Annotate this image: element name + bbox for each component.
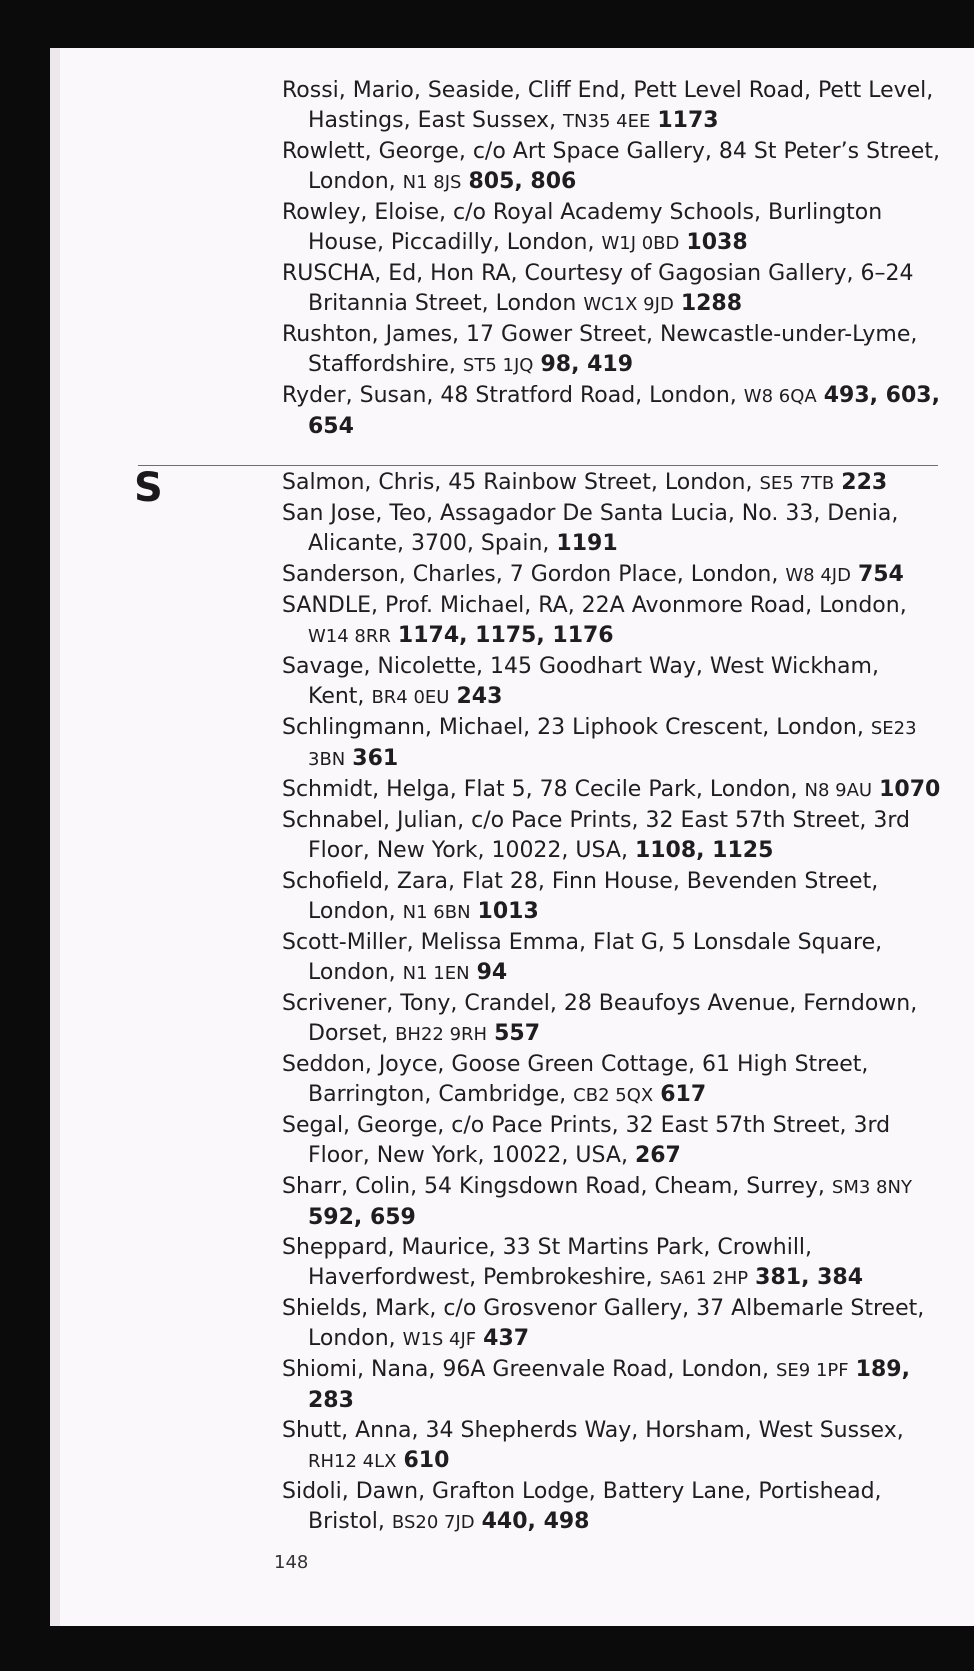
entry-postcode: N1 6BN — [402, 902, 471, 923]
index-entry — [282, 76, 942, 137]
entry-name-address: Sheppard, Maurice, 33 St Martins Park, Crowhill, Haverfordwest, Pembrokeshire, — [282, 1235, 813, 1290]
entry-name-address: Sidoli, Dawn, Grafton Lodge, Battery Lane, Portishead, Bristol, — [282, 1479, 882, 1534]
entry-catalogue-numbers: 557 — [494, 1021, 541, 1046]
index-entry — [282, 560, 942, 591]
entry-catalogue-numbers: 610 — [403, 1448, 450, 1473]
entry-catalogue-numbers: 1288 — [680, 291, 743, 316]
index-entry — [282, 989, 942, 1050]
entry-catalogue-numbers: 267 — [634, 1143, 681, 1168]
entry-catalogue-numbers: 617 — [660, 1082, 707, 1107]
entry-catalogue-numbers: 223 — [841, 470, 888, 495]
index-entry — [282, 591, 942, 652]
entry-postcode: W14 8RR — [308, 626, 391, 647]
entry-catalogue-numbers: 493, 603, 654 — [308, 383, 940, 439]
entry-postcode: BH22 9RH — [395, 1024, 488, 1045]
entry-name-address: Shields, Mark, c/o Grosvenor Gallery, 37 Albemarle Street, London, — [282, 1296, 925, 1351]
entry-catalogue-numbers: 437 — [483, 1326, 530, 1351]
index-entry — [282, 381, 942, 442]
entry-catalogue-numbers: 440, 498 — [481, 1509, 590, 1534]
index-list-r — [282, 76, 942, 442]
entry-postcode: ST5 1JQ — [462, 355, 534, 376]
index-entry — [282, 499, 942, 560]
index-entry — [282, 806, 942, 867]
entry-postcode: W1J 0BD — [601, 233, 680, 254]
index-list-s — [282, 468, 942, 1538]
entry-catalogue-numbers: 805, 806 — [468, 169, 577, 194]
entry-name-address: RUSCHA, Ed, Hon RA, Courtesy of Gagosian Gallery, 6–24 Britannia Street, London — [282, 261, 914, 316]
index-entry — [282, 652, 942, 713]
entry-name-address: Rossi, Mario, Seaside, Cliff End, Pett Level Road, Pett Level, Hastings, East Sussex, — [282, 78, 934, 133]
entry-catalogue-numbers: 1108, 1125 — [634, 838, 774, 863]
entry-postcode: RH12 4LX — [308, 1451, 397, 1472]
entry-postcode: SE9 1PF — [776, 1360, 849, 1381]
entry-name-address: San Jose, Teo, Assagador De Santa Lucia, No. 33, Denia, Alicante, 3700, Spain, — [282, 501, 899, 556]
entry-catalogue-numbers: 1174, 1175, 1176 — [397, 623, 614, 648]
index-entry — [282, 320, 942, 381]
entry-name-address: Shiomi, Nana, 96A Greenvale Road, London, — [282, 1357, 769, 1382]
entry-name-address: Schofield, Zara, Flat 28, Finn House, Bevenden Street, London, — [282, 869, 879, 924]
index-entry — [282, 1050, 942, 1111]
entry-name-address: Schlingmann, Michael, 23 Liphook Crescent, London, — [282, 715, 864, 740]
entry-postcode: W1S 4JF — [402, 1329, 477, 1350]
section-divider — [138, 465, 938, 466]
entry-postcode: W8 6QA — [743, 386, 817, 407]
entry-catalogue-numbers: 754 — [857, 562, 904, 587]
entry-name-address: Scrivener, Tony, Crandel, 28 Beaufoys Avenue, Ferndown, Dorset, — [282, 991, 918, 1046]
entry-postcode: BR4 0EU — [371, 687, 450, 708]
entry-name-address: Rowley, Eloise, c/o Royal Academy Schools, Burlington House, Piccadilly, London, — [282, 200, 883, 255]
entry-catalogue-numbers: 1038 — [686, 230, 748, 255]
entry-postcode: CB2 5QX — [573, 1085, 654, 1106]
entry-catalogue-numbers: 1191 — [556, 531, 618, 556]
entry-catalogue-numbers: 361 — [352, 746, 399, 771]
entry-catalogue-numbers: 1173 — [657, 108, 719, 133]
entry-name-address: Sanderson, Charles, 7 Gordon Place, London, — [282, 562, 779, 587]
entry-name-address: Shutt, Anna, 34 Shepherds Way, Horsham, West Sussex, — [282, 1418, 904, 1443]
entry-name-address: Savage, Nicolette, 145 Goodhart Way, West Wickham, Kent, — [282, 654, 879, 709]
index-entry — [282, 1477, 942, 1538]
index-entry — [282, 775, 942, 806]
entry-catalogue-numbers: 243 — [456, 684, 503, 709]
entry-postcode: N1 1EN — [402, 963, 470, 984]
entry-name-address: Sharr, Colin, 54 Kingsdown Road, Cheam, Surrey, — [282, 1174, 825, 1199]
index-entry — [282, 1416, 942, 1477]
index-entry — [282, 1233, 942, 1294]
section-letter: S — [134, 465, 163, 511]
entry-postcode: TN35 4EE — [563, 111, 651, 132]
entry-name-address: Schnabel, Julian, c/o Pace Prints, 32 East 57th Street, 3rd Floor, New York, 10022, USA, — [282, 808, 910, 863]
entry-catalogue-numbers: 189, 283 — [308, 1357, 910, 1413]
entry-postcode: N8 9AU — [804, 780, 873, 801]
entry-catalogue-numbers: 381, 384 — [755, 1265, 864, 1290]
entry-name-address: Rushton, James, 17 Gower Street, Newcastle-under-Lyme, Staffordshire, — [282, 322, 918, 377]
entry-name-address: Ryder, Susan, 48 Stratford Road, London, — [282, 383, 737, 408]
entry-catalogue-numbers: 592, 659 — [308, 1205, 416, 1230]
index-entry — [282, 713, 942, 775]
entry-catalogue-numbers: 94 — [476, 960, 508, 985]
entry-name-address: SANDLE, Prof. Michael, RA, 22A Avonmore Road, London, — [282, 593, 907, 618]
entry-catalogue-numbers: 98, 419 — [540, 352, 634, 377]
entry-postcode: SE23 3BN — [308, 718, 917, 770]
entry-postcode: SM3 8NY — [831, 1177, 912, 1198]
entry-postcode: SE5 7TB — [759, 473, 835, 494]
entry-name-address: Schmidt, Helga, Flat 5, 78 Cecile Park, London, — [282, 777, 798, 802]
entry-name-address: Seddon, Joyce, Goose Green Cottage, 61 High Street, Barrington, Cambridge, — [282, 1052, 869, 1107]
entry-catalogue-numbers: 1070 — [879, 777, 941, 802]
index-entry — [282, 137, 942, 198]
index-entry — [282, 1355, 942, 1416]
index-entry — [282, 259, 942, 320]
entry-postcode: N1 8JS — [402, 172, 462, 193]
entry-name-address: Segal, George, c/o Pace Prints, 32 East 57th Street, 3rd Floor, New York, 10022, USA, — [282, 1113, 891, 1168]
index-entry — [282, 928, 942, 989]
entry-name-address: Salmon, Chris, 45 Rainbow Street, London, — [282, 470, 753, 495]
entry-postcode: WC1X 9JD — [583, 294, 674, 315]
entry-postcode: W8 4JD — [785, 565, 851, 586]
entry-name-address: Scott-Miller, Melissa Emma, Flat G, 5 Lonsdale Square, London, — [282, 930, 883, 985]
entry-postcode: SA61 2HP — [659, 1268, 749, 1289]
entry-catalogue-numbers: 1013 — [477, 899, 539, 924]
index-entry — [282, 198, 942, 259]
index-entry — [282, 1172, 942, 1233]
index-entry — [282, 468, 942, 499]
index-entry — [282, 1111, 942, 1172]
index-entry — [282, 1294, 942, 1355]
index-entry — [282, 867, 942, 928]
entry-name-address: Rowlett, George, c/o Art Space Gallery, 84 St Peter’s Street, London, — [282, 139, 940, 194]
page-number: 148 — [274, 1552, 309, 1573]
entry-postcode: BS20 7JD — [391, 1512, 475, 1533]
